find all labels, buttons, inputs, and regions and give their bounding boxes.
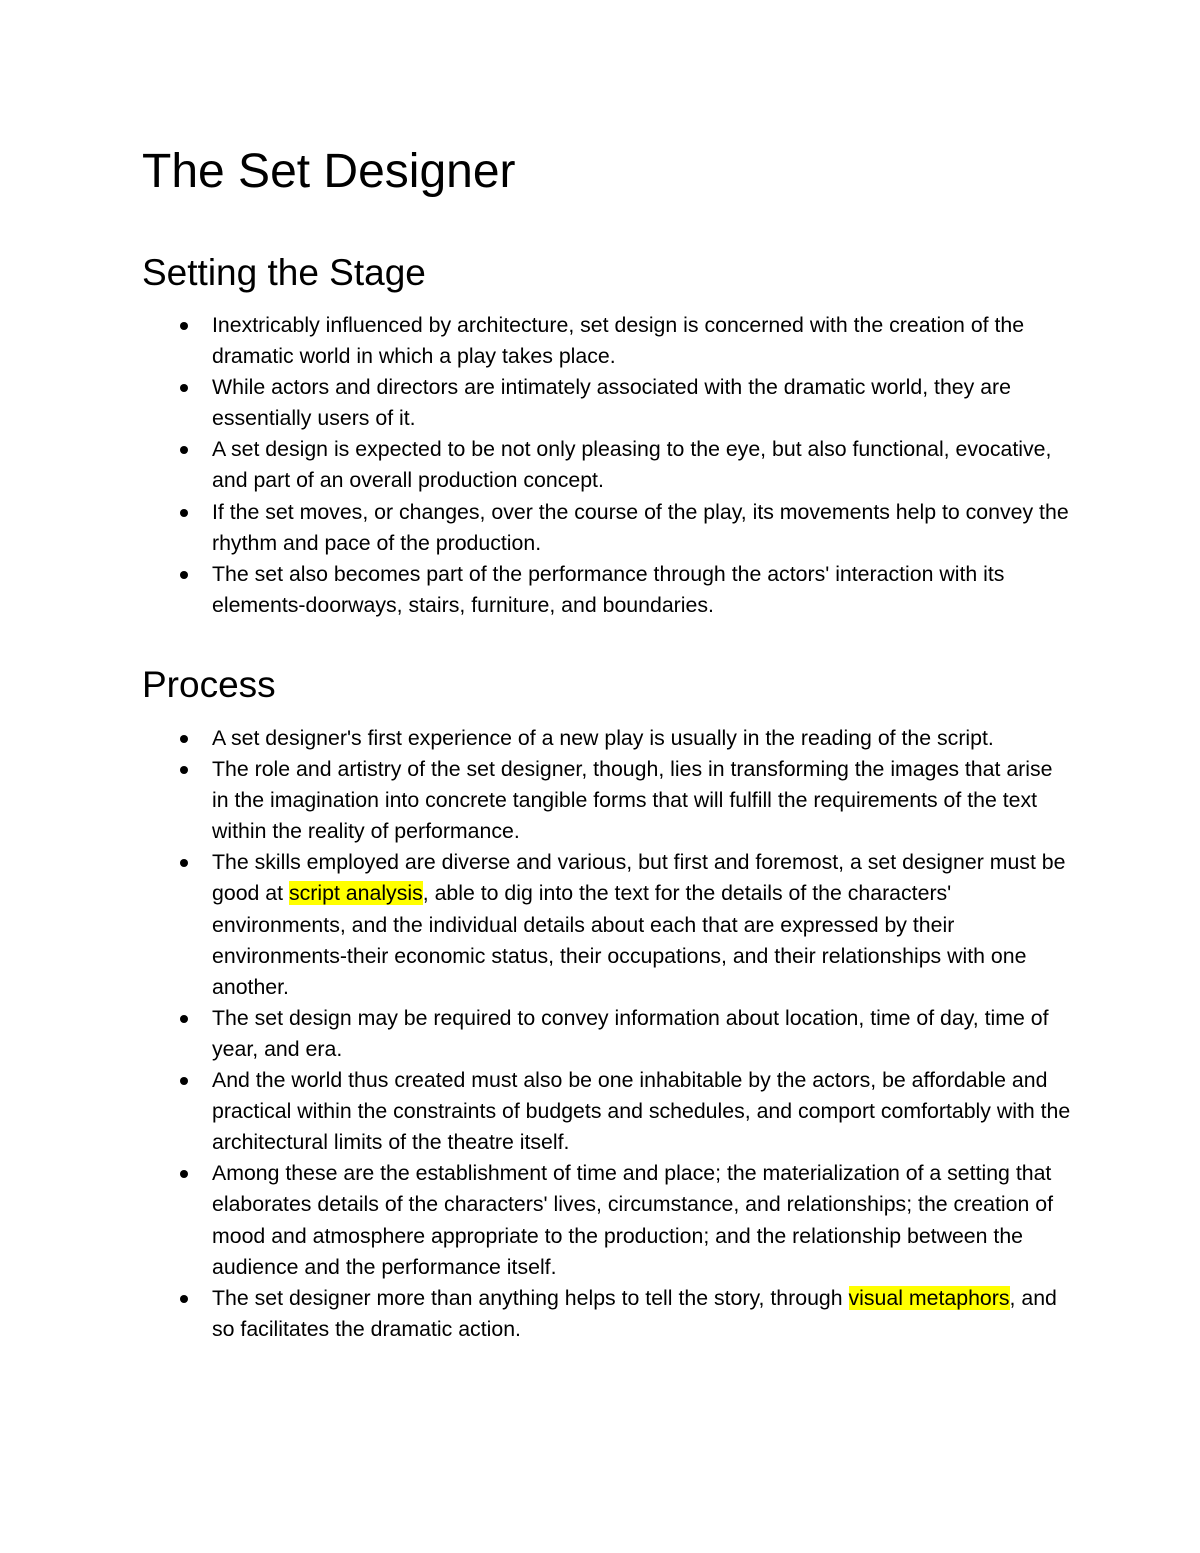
list-item-text-before: The set designer more than anything helps to tell the story, through (212, 1285, 849, 1310)
list-item-text-after: , able to dig into the text for the details of the characters' environments, and the individual details about each that are expressed by their environments-their economic status, their occupations, and their relationships with one another. (212, 881, 1027, 999)
bullet-icon (180, 322, 188, 330)
bullet-icon (180, 1015, 188, 1023)
list-item-text: A set design is expected to be not only pleasing to the eye, but also functional, evocative, and part of an overall production concept. (212, 437, 1052, 493)
section-heading-setting-the-stage: Setting the Stage (142, 252, 426, 293)
bullet-icon (180, 1170, 188, 1178)
bullet-icon (180, 384, 188, 392)
list-item-text: Inextricably influenced by architecture, set design is concerned with the creation of the dramatic world in which a play takes place. (212, 313, 1025, 369)
bullet-icon (180, 509, 188, 517)
bullet-icon (180, 1295, 188, 1303)
bullet-icon (180, 859, 188, 867)
list-item-text (212, 850, 1065, 998)
list-item (0, 434, 1072, 496)
list-item (0, 497, 1072, 559)
list-item-text: The set also becomes part of the performance through the actors' interaction with its elements-doorways, stairs, furniture, and boundaries. (212, 561, 1005, 617)
list-item (0, 310, 1072, 372)
list-item-text: While actors and directors are intimately associated with the dramatic world, they are essentially users of it. (212, 375, 1011, 431)
list-item-text: Among these are the establishment of time and place; the materialization of a setting that elaborates details of the characters' lives, circumstance, and relationships; the creation of mood and atmosphere appropriate to the production; and the relationship between the audience and the performance itself. (212, 1161, 1053, 1279)
bullet-icon (180, 766, 188, 774)
page-title: The Set Designer (142, 145, 516, 198)
list-item-text-before: The skills employed are diverse and various, but first and foremost, a set designer must be good at (212, 850, 1066, 906)
list-item (0, 559, 1072, 621)
list-item-text: A set designer's first experience of a new play is usually in the reading of the script. (212, 726, 994, 750)
list-item (0, 1158, 1072, 1282)
bullet-icon (180, 735, 188, 743)
bullet-icon (180, 1077, 188, 1085)
list-item (0, 372, 1072, 434)
highlighted-phrase: visual metaphors (848, 1285, 1010, 1310)
bullet-icon (180, 571, 188, 579)
list-item-text (212, 1286, 1057, 1341)
process-list (0, 723, 1200, 1345)
list-item (0, 1003, 1072, 1065)
list-item-text-after: , and so facilitates the dramatic action. (212, 1285, 1057, 1341)
list-item (0, 723, 1072, 754)
list-item (0, 847, 1072, 1002)
highlighted-phrase: script analysis (288, 881, 423, 906)
setting-the-stage-list (0, 310, 1200, 621)
list-item-text: And the world thus created must also be one inhabitable by the actors, be affordable and practical within the constraints of budgets and schedules, and comport comfortably with the architectural limits of the theatre itself. (212, 1068, 1071, 1155)
bullet-icon (180, 446, 188, 454)
list-item (0, 754, 1072, 847)
list-item-text: The set design may be required to convey information about location, time of day, time of year, and era. (212, 1005, 1049, 1061)
section-heading-process: Process (142, 664, 276, 705)
list-item-text: If the set moves, or changes, over the course of the play, its movements help to convey the rhythm and pace of the production. (212, 499, 1069, 555)
list-item (0, 1065, 1072, 1158)
list-item-text: The role and artistry of the set designer, though, lies in transforming the images that arise in the imagination into concrete tangible forms that will fulfill the requirements of the text within the reality of performance. (212, 757, 1053, 844)
list-item (0, 1283, 1072, 1345)
